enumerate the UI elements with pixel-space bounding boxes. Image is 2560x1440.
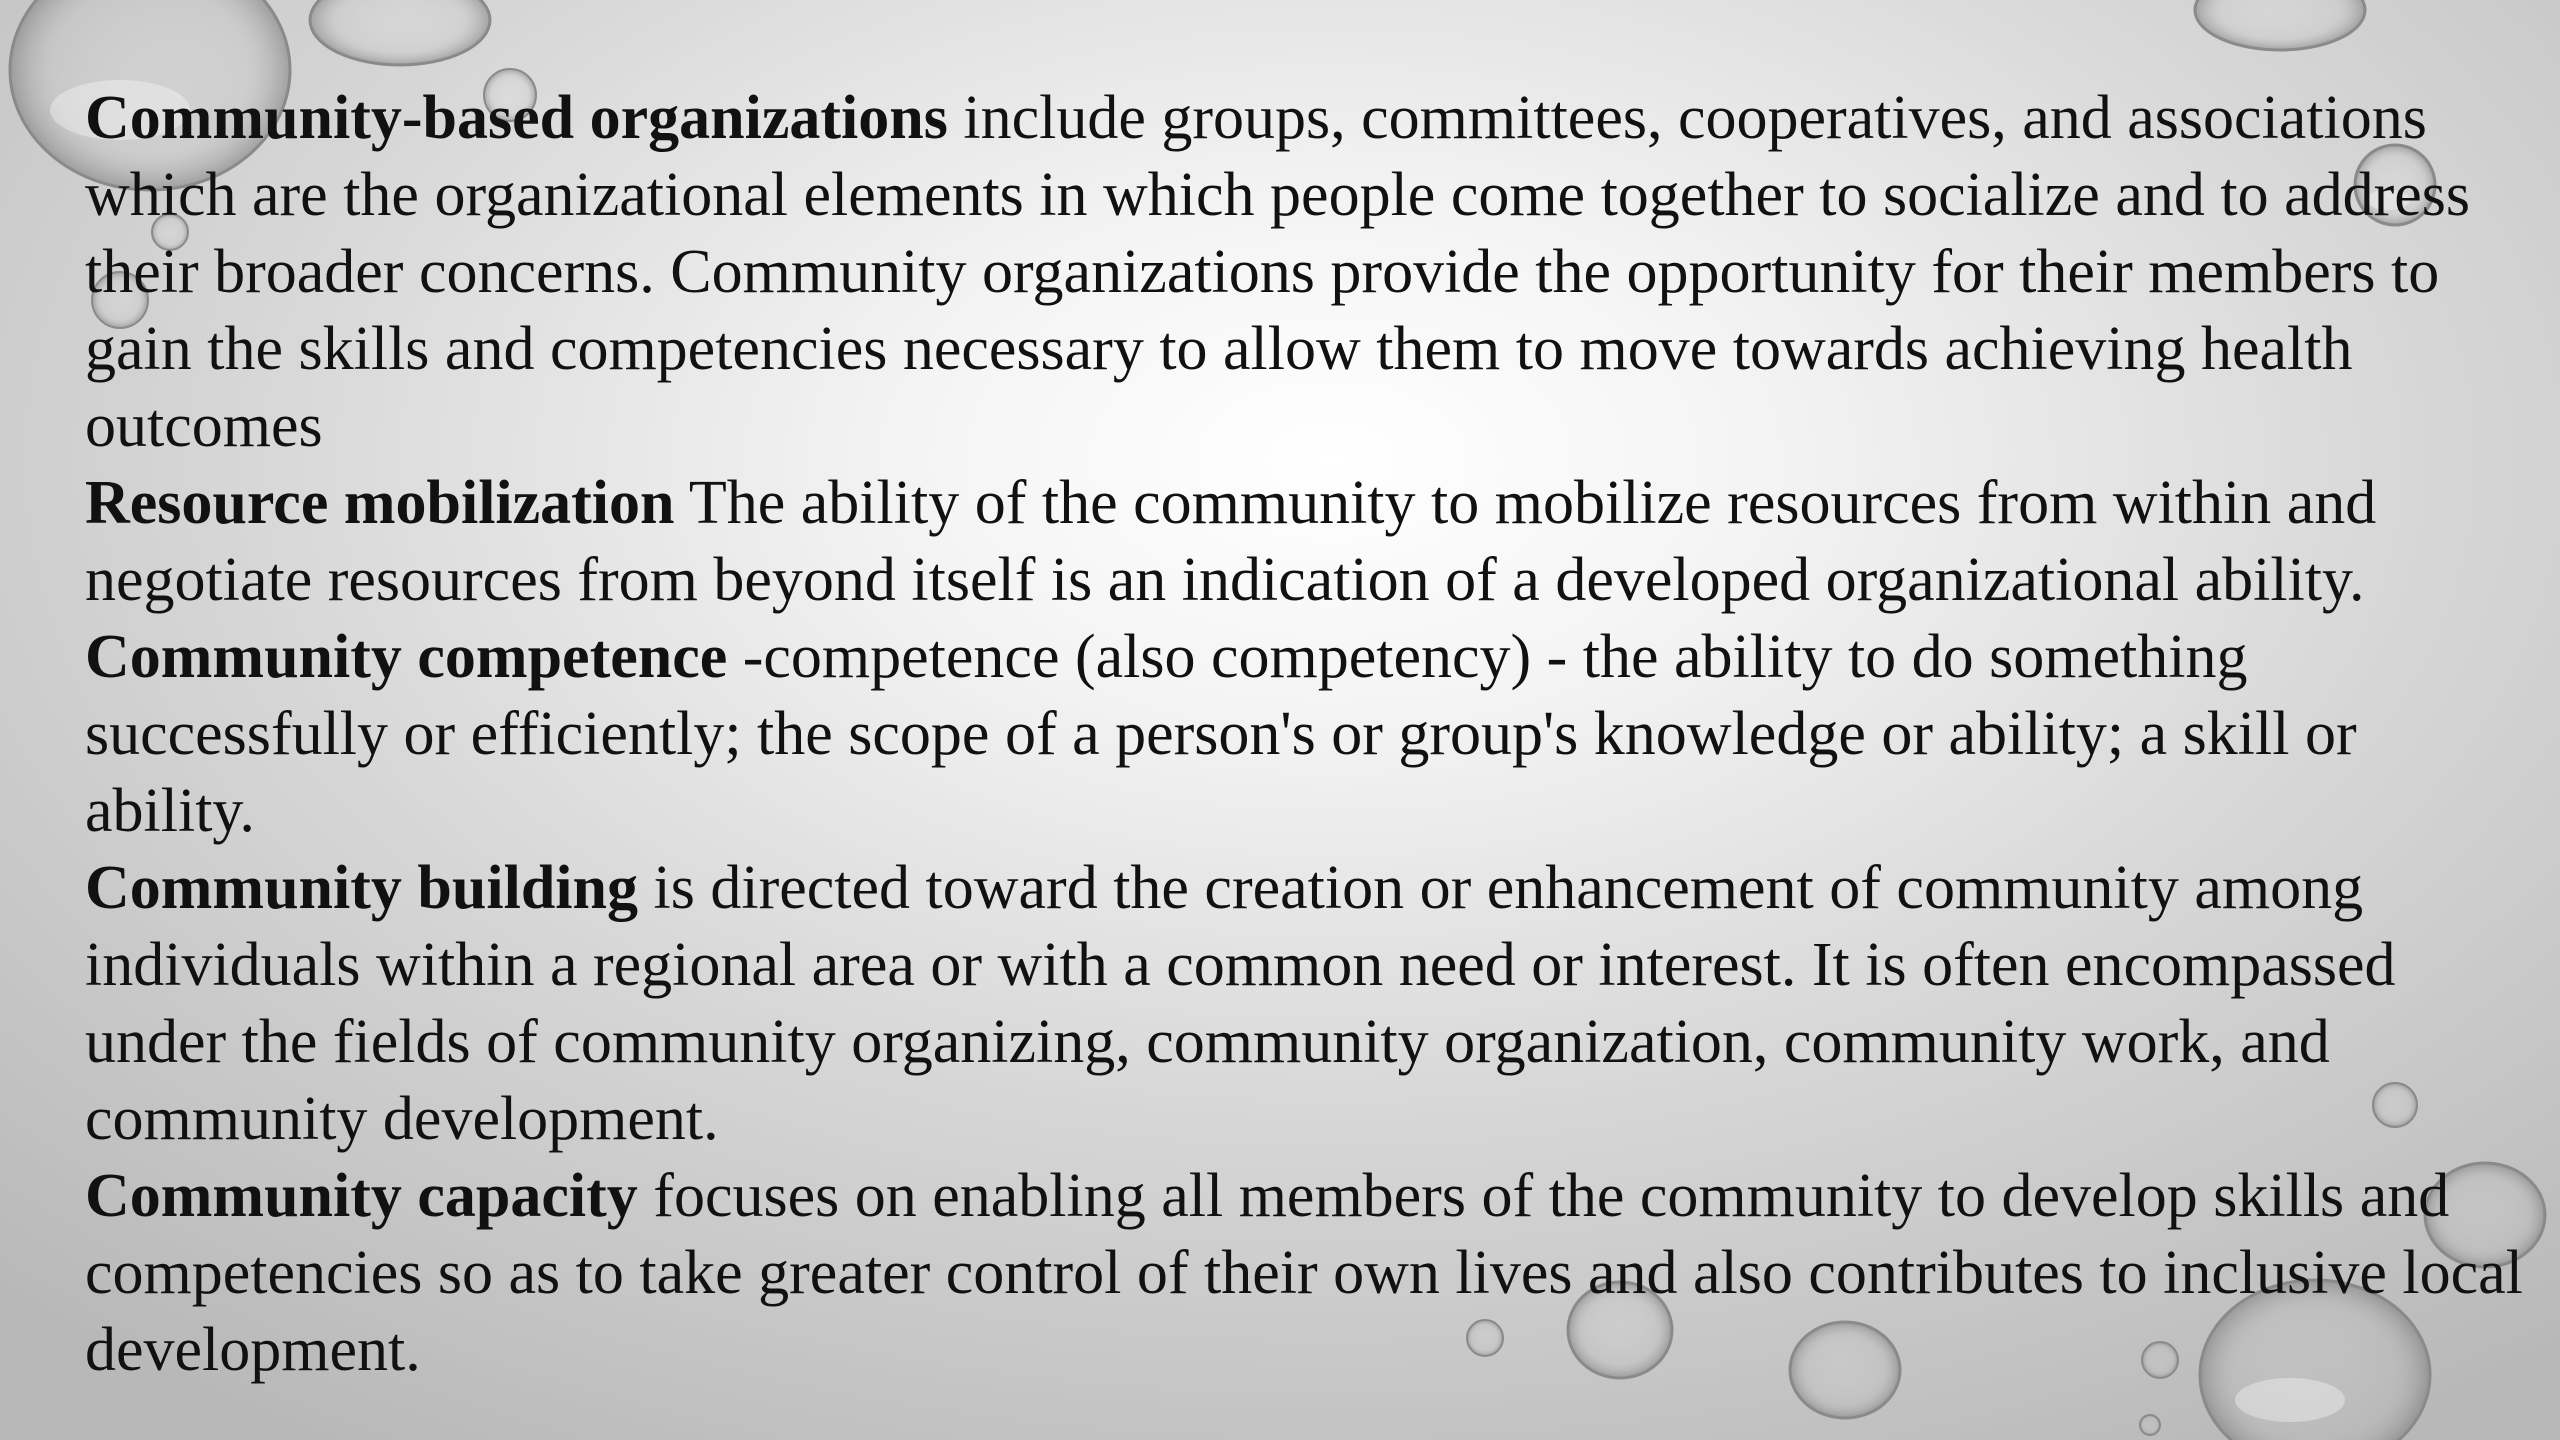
definition-text: -competence (also competency) - the ability to do something successfully or efficiently; the scope of a person's or group's knowledge or ability; a skill or ability. [85,623,2357,845]
definition-text: focuses on enabling all members of the community to develop skills and competencies so as to take greater control of their own lives and also contributes to inclusive local development. [85,1162,2523,1384]
droplet [2140,1415,2160,1435]
definition-community-capacity [85,1158,2525,1389]
definition-community-competence [85,619,2525,850]
definition-resource-mobilization [85,465,2525,619]
droplet [310,0,490,65]
slide-body-text [85,80,2525,1389]
term-label: Community-based organizations [85,84,948,152]
definition-community-building [85,850,2525,1158]
definition-community-based-organizations [85,80,2525,465]
definition-text: is directed toward the creation or enhancement of community among individuals within a regional area or with a common need or interest. It is often encompassed under the fields of community organizing, community organization, community work, and community development. [85,854,2396,1153]
definition-text: include groups, committees, cooperatives, and associations which are the organizational elements in which people come together to socialize and to address their broader concerns. Community organizations provide the opportunity for their members to gain the skills and competencies necessary to allow them to move towards achieving health outcomes [85,84,2471,460]
term-label: Community building [85,854,639,922]
term-label: Community competence [85,623,728,691]
definition-text: The ability of the community to mobilize resources from within and negotiate resources from beyond itself is an indication of a developed organizational ability. [85,469,2377,614]
droplet [2195,0,2365,50]
term-label: Resource mobilization [85,469,675,537]
term-label: Community capacity [85,1162,638,1230]
